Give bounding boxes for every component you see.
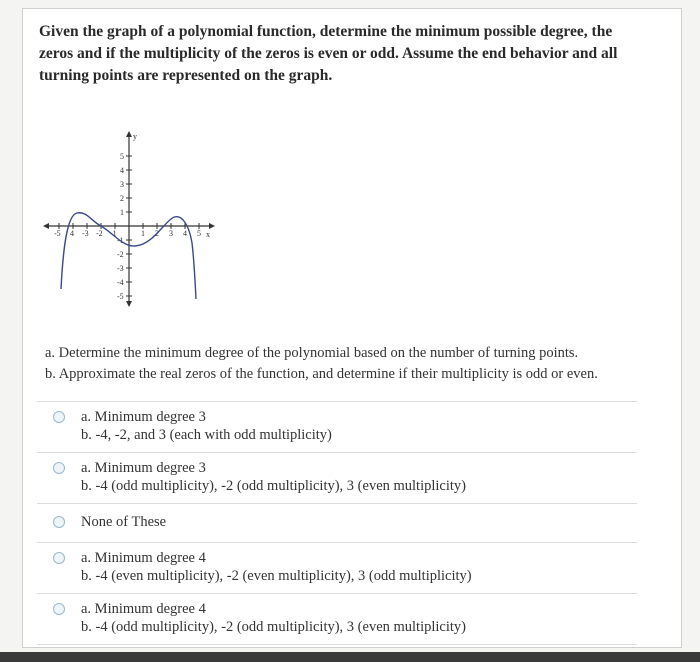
question-text	[39, 21, 659, 87]
option-line: a. Minimum degree 4	[81, 550, 206, 566]
x-tick-label: -5	[54, 229, 61, 238]
part-a-text: a. Determine the minimum degree of the polynomial based on the number of turning points.	[45, 345, 579, 361]
x-axis-right-arrow	[209, 223, 215, 229]
y-tick-label: -5	[117, 292, 124, 301]
polynomial-graph	[43, 129, 223, 309]
option-line: None of These	[81, 514, 167, 530]
x-axis-label: x	[206, 230, 210, 239]
option-line: a. Minimum degree 3	[81, 409, 206, 425]
radio-button[interactable]	[53, 516, 65, 528]
x-tick-label: 5	[197, 229, 201, 238]
y-tick-label: -4	[117, 278, 124, 287]
x-tick-label: 1	[141, 229, 145, 238]
question-parts	[45, 343, 655, 385]
option-line: b. -4 (even multiplicity), -2 (even multiplicity), 3 (odd multiplicity)	[81, 568, 472, 584]
y-tick-label: -3	[117, 264, 124, 273]
bottom-edge-bar	[0, 652, 700, 662]
answer-option-4[interactable]	[37, 543, 637, 593]
x-tick-label: 4	[183, 229, 187, 238]
option-line: b. -4 (odd multiplicity), -2 (odd multiplicity), 3 (even multiplicity)	[81, 478, 466, 494]
radio-button[interactable]	[53, 552, 65, 564]
answer-option-5[interactable]	[37, 594, 637, 644]
x-tick-label: 3	[169, 229, 173, 238]
radio-button[interactable]	[53, 603, 65, 615]
part-b-text: b. Approximate the real zeros of the function, and determine if their multiplicity is odd or even.	[45, 366, 598, 382]
question-card	[22, 8, 682, 648]
answer-option-1[interactable]	[37, 402, 637, 452]
x-tick-label: 2	[155, 229, 159, 238]
option-line: a. Minimum degree 4	[81, 601, 206, 617]
x-tick-label: -3	[82, 229, 89, 238]
y-tick-label: 1	[120, 208, 124, 217]
option-line: b. -4, -2, and 3 (each with odd multiplicity)	[81, 427, 332, 443]
y-tick-label: 4	[120, 166, 124, 175]
question-line-2: zeros and if the multiplicity of the zeros is even or odd. Assume the end behavior and all	[39, 45, 618, 62]
y-tick-label: 3	[120, 180, 124, 189]
x-tick-label: -2	[96, 229, 103, 238]
radio-button[interactable]	[53, 411, 65, 423]
radio-button[interactable]	[53, 462, 65, 474]
y-axis-label: y	[133, 132, 137, 141]
y-tick-label: -1	[117, 236, 124, 245]
y-tick-label: -2	[117, 250, 124, 259]
option-line: a. Minimum degree 3	[81, 460, 206, 476]
answer-option-3[interactable]	[37, 504, 637, 542]
answer-option-2[interactable]	[37, 453, 637, 503]
y-axis-down-arrow	[126, 301, 132, 307]
question-line-3: turning points are represented on the graph.	[39, 67, 333, 84]
answer-options	[37, 401, 637, 645]
x-axis-left-arrow	[43, 223, 49, 229]
x-tick-label: -1	[110, 229, 117, 238]
option-line: b. -4 (odd multiplicity), -2 (odd multiplicity), 3 (even multiplicity)	[81, 619, 466, 635]
divider	[37, 644, 637, 645]
y-tick-label: 5	[120, 152, 124, 161]
y-tick-label: 2	[120, 194, 124, 203]
x-tick-label: 4	[70, 229, 74, 238]
y-axis-up-arrow	[126, 131, 132, 137]
question-line-1: Given the graph of a polynomial function, determine the minimum possible degree, the	[39, 23, 613, 40]
